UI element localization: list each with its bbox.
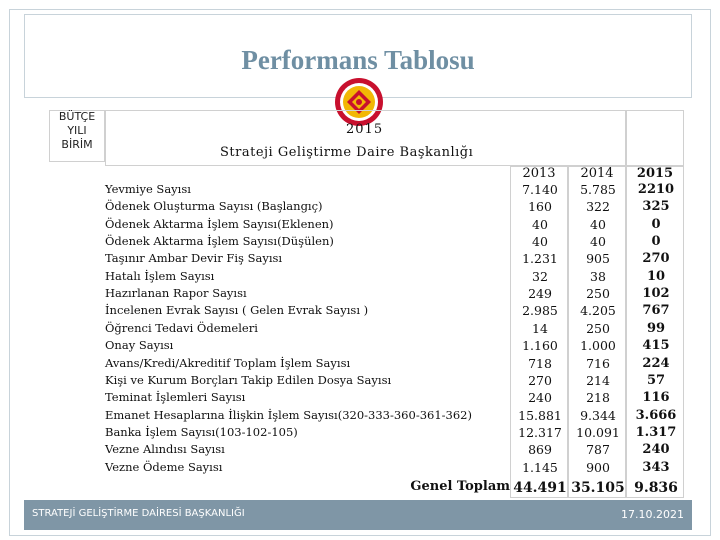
- value-2013: 7.140: [522, 182, 558, 197]
- total-2014: 35.105: [571, 480, 625, 496]
- row-label: Hazırlanan Rapor Sayısı: [105, 286, 247, 301]
- value-2015: 99: [646, 320, 666, 336]
- value-2013: 40: [532, 234, 548, 250]
- table-row: [0, 302, 720, 319]
- table-row: [0, 198, 720, 215]
- value-2014: 716: [586, 355, 610, 371]
- row-label: Öğrenci Tedavi Ödemeleri: [105, 320, 258, 335]
- value-2014: 40: [590, 216, 606, 232]
- value-2015: 270: [642, 251, 670, 267]
- table-row: [0, 216, 720, 233]
- page-title: Performans Tablosu: [241, 45, 475, 75]
- department-name: Strateji Geliştirme Daire Başkanlığı: [220, 145, 474, 160]
- value-2014: 218: [586, 390, 610, 406]
- table-row: [0, 250, 720, 267]
- value-2015: 767: [642, 303, 670, 319]
- value-2013: 718: [528, 355, 552, 371]
- value-2013: 1.145: [522, 459, 558, 475]
- year-header-2015: 2015: [636, 166, 674, 181]
- value-2013: 270: [528, 372, 552, 388]
- table-row: [0, 441, 720, 458]
- value-2013: 249: [528, 286, 552, 302]
- value-2014: 10.091: [576, 424, 620, 440]
- value-2013: 869: [528, 442, 552, 458]
- row-label: Onay Sayısı: [105, 338, 174, 353]
- row-label: Vezne Alındısı Sayısı: [105, 442, 225, 457]
- value-2013: 240: [528, 390, 552, 406]
- row-label: Emanet Hesaplarına İlişkin İşlem Sayısı(320-333-360-361-362): [105, 407, 472, 422]
- value-2013: 2.985: [522, 303, 558, 319]
- value-2014: 787: [586, 442, 610, 458]
- value-2014: 322: [586, 199, 610, 215]
- value-2015: 0: [651, 234, 661, 250]
- row-label: Banka İşlem Sayısı(103-102-105): [105, 424, 298, 439]
- value-2013: 12.317: [518, 424, 562, 440]
- grid-cell-right: [626, 110, 684, 166]
- table-row: [0, 268, 720, 285]
- value-2015: 343: [642, 459, 670, 475]
- value-2015: 116: [642, 390, 670, 406]
- side-label-line: BÜTÇE: [58, 110, 96, 123]
- value-2015: 57: [646, 372, 666, 388]
- row-label: Ödenek Aktarma İşlem Sayısı(Eklenen): [105, 216, 334, 231]
- footer-department: STRATEJİ GELİŞTİRME DAİRESİ BAŞKANLIĞI: [32, 508, 245, 519]
- table-row: [0, 355, 720, 372]
- value-2013: 14: [532, 320, 548, 336]
- value-2013: 15.881: [518, 407, 562, 423]
- footer-date: 17.10.2021: [621, 508, 684, 521]
- table-row: [0, 372, 720, 389]
- value-2015: 224: [642, 355, 670, 371]
- value-2014: 250: [586, 286, 610, 302]
- total-2013: 44.491: [513, 480, 567, 496]
- total-row: [0, 477, 720, 499]
- value-2013: 40: [532, 216, 548, 232]
- value-2013: 160: [528, 199, 552, 215]
- value-2015: 102: [642, 286, 670, 302]
- value-2014: 214: [586, 372, 610, 388]
- value-2013: 32: [532, 268, 548, 284]
- table-row: [0, 389, 720, 406]
- total-2015: 9.836: [634, 480, 678, 496]
- value-2015: 2210: [637, 182, 675, 197]
- value-2014: 1.000: [580, 338, 616, 354]
- value-2014: 905: [586, 251, 610, 267]
- value-2015: 3.666: [635, 407, 677, 423]
- row-label: Taşınır Ambar Devir Fiş Sayısı: [105, 251, 283, 266]
- value-2014: 250: [586, 320, 610, 336]
- side-label-line: YILI: [67, 124, 87, 137]
- table-row: [0, 424, 720, 441]
- row-label: Ödenek Oluşturma Sayısı (Başlangıç): [105, 199, 323, 214]
- value-2014: 900: [586, 459, 610, 475]
- value-2013: 1.160: [522, 338, 558, 354]
- row-label: Teminat İşlemleri Sayısı: [105, 390, 246, 405]
- value-2015: 10: [646, 268, 666, 284]
- value-2015: 325: [642, 199, 670, 215]
- value-2015: 240: [642, 442, 670, 458]
- table-row: [0, 285, 720, 302]
- year-header-2013: 2013: [522, 166, 556, 181]
- value-2015: 0: [651, 216, 661, 232]
- table-row: [0, 181, 720, 198]
- year-header-2014: 2014: [580, 166, 614, 181]
- table-row: [0, 233, 720, 250]
- table-row: [0, 337, 720, 354]
- row-label: İncelenen Evrak Sayısı ( Gelen Evrak Sayısı ): [105, 303, 369, 318]
- value-2014: 5.785: [580, 182, 616, 197]
- row-label: Hatalı İşlem Sayısı: [105, 268, 215, 283]
- value-2014: 9.344: [580, 407, 616, 423]
- total-label: Genel Toplam: [410, 479, 510, 494]
- value-2015: 1.317: [635, 424, 677, 440]
- row-label: Avans/Kredi/Akreditif Toplam İşlem Sayısı: [105, 355, 351, 370]
- table-row: [0, 320, 720, 337]
- row-label: Vezne Ödeme Sayısı: [105, 459, 223, 474]
- side-label-line: BİRİM: [61, 138, 93, 151]
- footer-bar: [24, 500, 692, 530]
- value-2015: 415: [642, 338, 670, 354]
- row-label: Ödenek Aktarma İşlem Sayısı(Düşülen): [105, 234, 334, 249]
- row-label: Kişi ve Kurum Borçları Takip Edilen Dosya Sayısı: [105, 372, 392, 387]
- value-2014: 4.205: [580, 303, 616, 319]
- row-label: Yevmiye Sayısı: [105, 182, 191, 196]
- budget-year: 2015: [346, 122, 384, 137]
- budget-year-unit-label: [49, 110, 105, 152]
- table-row: [0, 459, 720, 476]
- value-2014: 40: [590, 234, 606, 250]
- value-2014: 38: [590, 268, 606, 284]
- table-row: [0, 407, 720, 424]
- value-2013: 1.231: [522, 251, 558, 267]
